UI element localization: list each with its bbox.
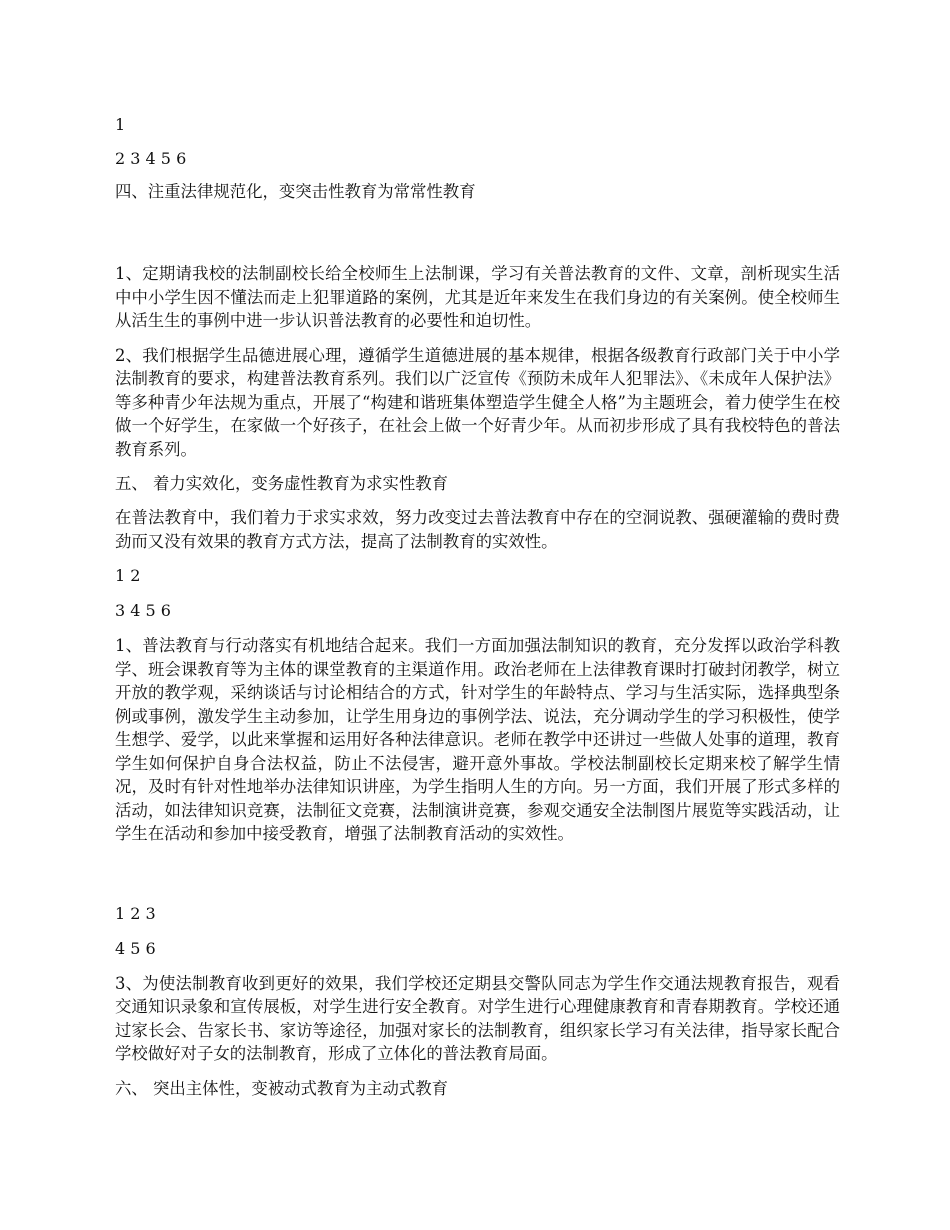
numbering-row: 3 4 5 6 <box>115 601 171 620</box>
document-page <box>115 112 840 1100</box>
section-heading-four: 四、注重法律规范化，变突击性教育为常常性教育 <box>115 182 476 201</box>
numbering-row: 2 3 4 5 6 <box>115 149 187 168</box>
paragraph-5: 3、为使法制教育收到更好的效果，我们学校还定期县交警队同志为学生作交通法规教育报告，观看交通知识录象和宣传展板，对学生进行安全教育。对学生进行心理健康教育和青春期教育。学校还通过家长会、告家长书、家访等途径，加强对家长的法制教育，组织家长学习有关法律，指导家长配合学校做好对子女的法制教育，形成了立体化的普法教育局面。 <box>115 973 840 1063</box>
section-heading-six: 六、 突出主体性，变被动式教育为主动式教育 <box>115 1078 449 1098</box>
page-number-marker: 1 <box>115 115 126 134</box>
paragraph-4: 1、普法教育与行动落实有机地结合起来。我们一方面加强法制知识的教育，充分发挥以政治学科教学、班会课教育等为主体的课堂教育的主渠道作用。政治老师在上法律教育课时打破封闭教学，树立开放的教学观，采纳谈话与讨论相结合的方式，针对学生的年龄特点、学习与生活实际，选择典型条例或事例，激发学生主动参加，让学生用身边的事例学法、说法，充分调动学生的学习积极性，使学生想学、爱学，以此来掌握和运用好各种法律意识。老师在教学中还讲过一些做人处事的道理，教育学生如何保护自身合法权益，防止不法侵害，避开意外事故。学校法制副校长定期来校了解学生情况，及时有针对性地举办法律知识讲座，为学生指明人生的方向。另一方面，我们开展了形式多样的活动，如法律知识竞赛，法制征文竞赛，法制演讲竞赛，参观交通安全法制图片展览等实践活动，让学生在活动和参加中接受教育，增强了法制教育活动的实效性。 <box>115 636 840 843</box>
numbering-row: 1 2 <box>115 566 141 585</box>
numbering-row: 1 2 3 <box>115 903 156 923</box>
paragraph-2: 2、我们根据学生品德进展心理，遵循学生道德进展的基本规律，根据各级教育行政部门关于中小学法制教育的要求，构建普法教育系列。我们以广泛宣传《预防未成年人犯罪法》、《未成年人保护法》等多种青少年法规为重点，开展了“构建和谐班集体塑造学生健全人格”为主题班会，着力使学生在校做一个好学生，在家做一个好孩子，在社会上做一个好青少年。从而初步形成了具有我校特色的普法教育系列。 <box>115 345 840 459</box>
paragraph-1: 1、定期请我校的法制副校长给全校师生上法制课，学习有关普法教育的文件、文章，剖析现实生活中中小学生因不懂法而走上犯罪道路的案例，尤其是近年来发生在我们身边的有关案例。使全校师生从活生生的事例中进一步认识普法教育的必要性和迫切性。 <box>115 264 840 330</box>
numbering-row: 4 5 6 <box>115 938 156 958</box>
section-heading-five: 五、 着力实效化，变务虚性教育为求实性教育 <box>115 474 449 493</box>
paragraph-3: 在普法教育中，我们着力于求实求效，努力改变过去普法教育中存在的空洞说教、强硬灌输的费时费劲而又没有效果的教育方式方法，提高了法制教育的实效性。 <box>115 508 840 551</box>
